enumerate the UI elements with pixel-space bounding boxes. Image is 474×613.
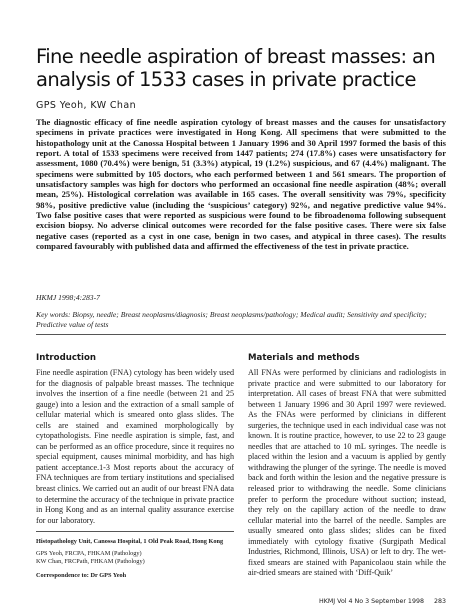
introduction-text: Fine needle aspiration (FNA) cytology has been widely used for the diagnosis of palpable breast masses. The technique involves the insertion of a fine needle (between 21 and 25 gauge) into a lesion and the extraction of a small sample of cellular material which is smeared onto glass slides. The cells are stained and examined morphologically by cytopathologists. Fine needle aspiration is simple, fast, and can be performed as an office procedure, since it requires no special equipment, causes minimal morbidity, and has high patient acceptance.1-3 Most reports about the accuracy of FNA techniques are from tertiary institutions and specialised breast clinics. We carried out an audit of our breast FNA data to determine the accuracy of the technique in private practice in Hong Kong and as an internal quality assurance exercise for our laboratory. [36, 368, 234, 525]
author-list: GPS Yeoh, KW Chan [36, 100, 137, 111]
keywords: Key words: Biopsy, needle; Breast neoplasms/diagnosis; Breast neoplasms/pathology; Medical audit; Sensitivity and specificity; Predictive value of tests [36, 310, 427, 329]
page-footer [319, 598, 446, 605]
methods-text: All FNAs were performed by clinicians and radiologists in private practice and were submitted to our laboratory for interpretation. All cases of breast FNA that were submitted between 1 January 1996 and 30 April 1997 were reviewed. As the FNAs were performed by clinicians in different surgeries, the technique used in each individual case was not known. It is routine practice, however, to use 22 to 23 gauge needles that are attached to 10 mL syringes. The needle is placed within the lesion and a vacuum is applied by gently withdrawing the plunger of the syringe. The needle is moved back and forth within the lesion and the negative pressure is released prior to withdrawing the needle. Some clinicians prefer to perform the procedure without suction; instead, they rely on the capillary action of the needle to draw cellular material into the barrel of the needle. Samples are usually smeared onto glass slides; slides can be fixed immediately with cytology fixative (Surgipath Medical Industries, Richmond, Illinois, USA) or left to dry. The wet-fixed smears are stained with Papanicolaou stain while the air-dried smears are stained with ‘Diff-Quik’ [248, 368, 446, 578]
methods-section [248, 353, 446, 579]
section-divider [36, 334, 446, 335]
abstract: The diagnostic efficacy of fine needle aspiration cytology of breast masses and the causes for unsatisfactory specimens in private practices were investigated in Hong Kong. All specimens that were submitted to the histopathology unit at the Canossa Hospital between 1 January 1996 and 30 April 1997 formed the basis of this report. A total of 1533 specimens were received from 1447 patients; 274 (17.8%) cases were unsatisfactory for assessment, 1080 (70.4%) were benign, 51 (3.3%) atypical, 19 (1.2%) suspicious, and 67 (4.4%) malignant. The specimens were submitted by 105 doctors, who each performed between 1 and 561 smears. The proportion of unsatisfactory samples was high for doctors who performed an occasional fine needle aspiration (48%; overall mean, 25%). Histological correlation was available in 165 cases. The overall sensitivity was 79%, specificity 98%, positive predictive value (including the ‘suspicious’ category) 92%, and negative predictive value 94%. Two false positive cases that were reported as suspicious were found to be fibroadenoma following subsequent excision biopsy. No adverse clinical outcomes were recorded for the false positive cases. There were six false negative cases (reported as a cyst in one case, benign in two cases, and atypical in three cases). The results compared favourably with published data and affirmed the effectiveness of the test in private practice. [36, 117, 446, 252]
affiliation-author-2: KW Chan, FRCPath, FHKAM (Pathology) [36, 558, 145, 565]
journal-citation: HKMJ 1998;4:283-7 [36, 293, 100, 302]
methods-heading: Materials and methods [248, 353, 360, 363]
introduction-heading: Introduction [36, 353, 97, 363]
affiliation-author-1: GPS Yeoh, FRCPA, FHKAM (Pathology) [36, 550, 142, 557]
author-affiliations [36, 531, 234, 580]
correspondence-note: Correspondence to: Dr GPS Yeoh [36, 572, 127, 579]
article-title: Fine needle aspiration of breast masses: an analysis of 1533 cases in private practice [36, 45, 436, 91]
page-number: 283 [433, 598, 446, 605]
journal-issue: HKMJ Vol 4 No 3 September 1998 [318, 598, 424, 605]
introduction-section [36, 353, 234, 526]
affiliation-institution: Histopathology Unit, Canossa Hospital, 1 Old Peak Road, Hong Kong [36, 538, 224, 545]
